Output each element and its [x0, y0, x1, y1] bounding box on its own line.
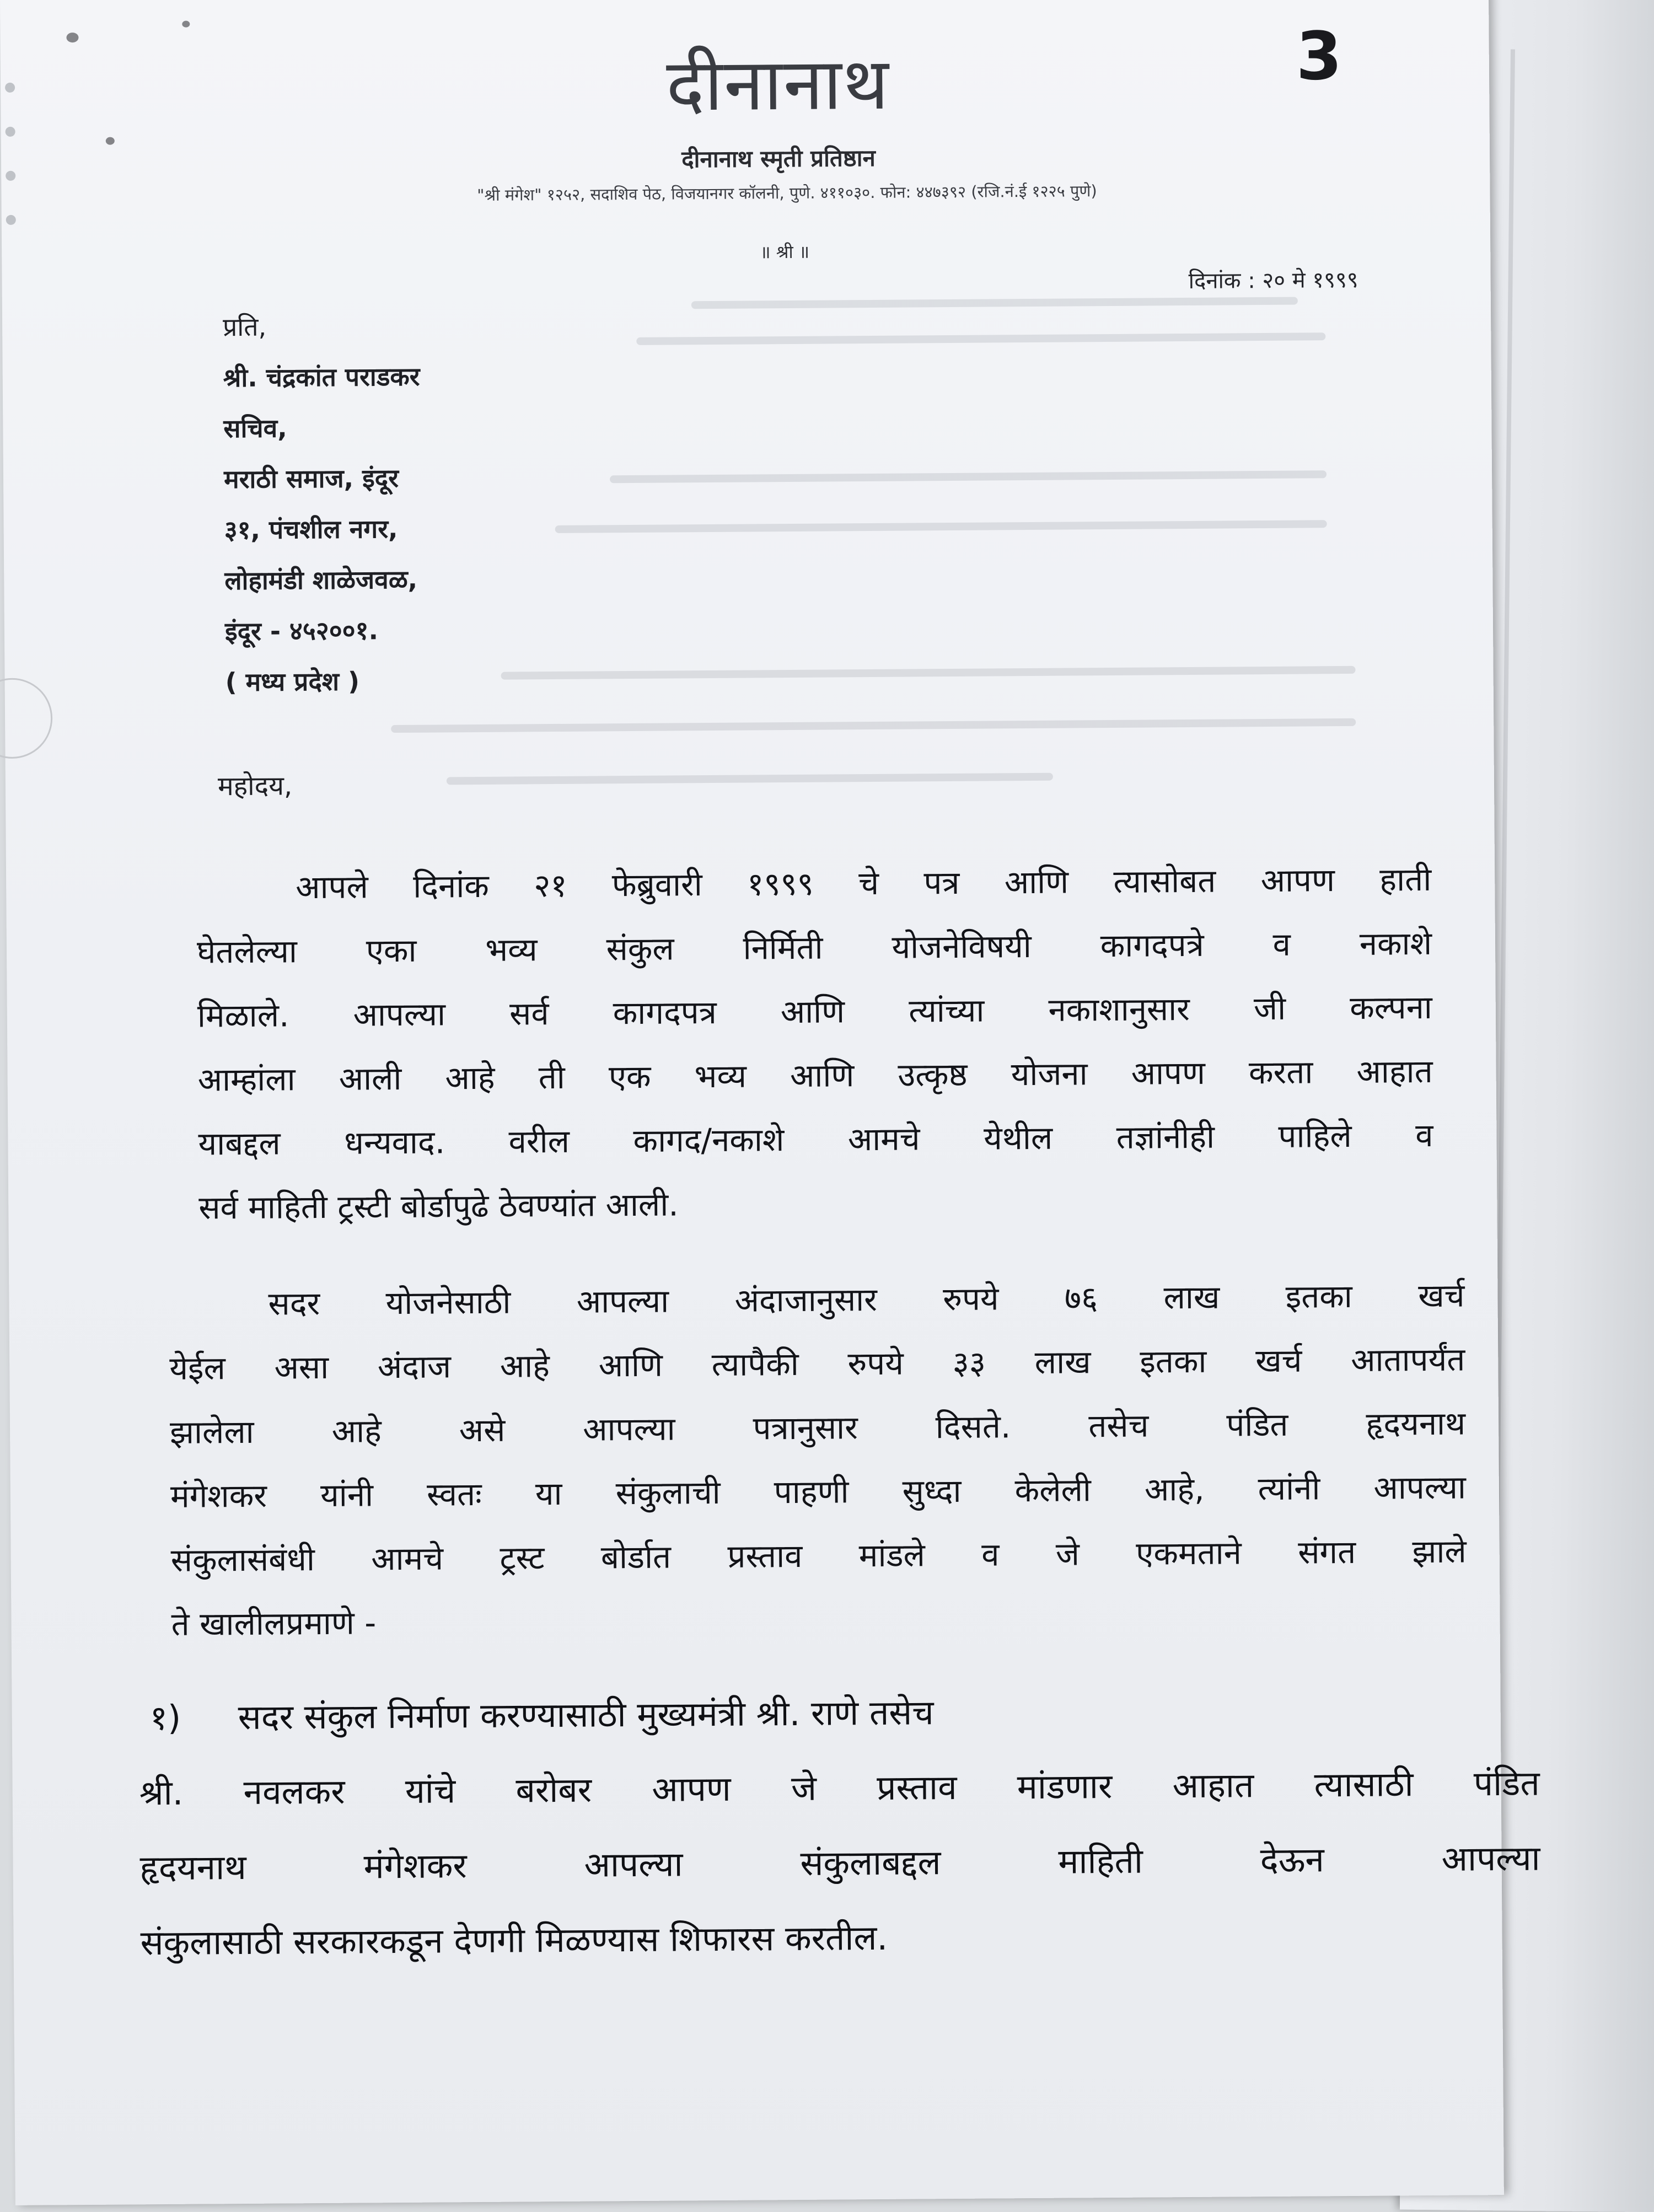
- item-line: संकुलासाठी सरकारकडून देणगी मिळण्यास शिफारस करतील.: [140, 1917, 888, 1963]
- recipient-line: मराठी समाज, इंदूर: [223, 463, 399, 495]
- paragraph-2: [169, 1264, 1467, 1656]
- item-line: [138, 1671, 1539, 1756]
- recipient-line: इंदूर - ४५२००१.: [224, 615, 379, 647]
- letterhead-logo: दीनानाथ: [665, 41, 890, 127]
- paragraph-line: सर्व माहिती ट्रस्टी बोर्डापुढे ठेवण्यांत आली.: [198, 1185, 679, 1227]
- recipient-line: लोहामंडी शाळेजवळ,: [224, 564, 418, 596]
- binder-hole: [0, 678, 53, 759]
- salutation: महोदय,: [217, 770, 293, 802]
- recipient-line: सचिव,: [223, 413, 287, 444]
- paragraph-line: येईल असा अंदाज आहे आणि त्यापैकी रुपये ३३ लाख इतका खर्च आतापर्यंत: [169, 1340, 1465, 1387]
- punch-hole: [6, 215, 16, 225]
- organization-name: दीनानाथ स्मृती प्रतिष्ठान: [681, 144, 876, 173]
- recipient-line: प्रति,: [222, 312, 267, 342]
- paragraph-line: सदर योजनेसाठी आपल्या अंदाजानुसार रुपये ७६ लाख इतका खर्च: [268, 1276, 1465, 1323]
- letterhead-address: "श्री मंगेश" १२५२, सदाशिव पेठ, विजयानगर कॉलनी, पुणे. ४११०३०. फोन: ४४७३९२ (रजि.नं.ई १२२५ पुणे): [477, 181, 1097, 205]
- recipient-line: श्री. चंद्रकांत पराडकर: [223, 361, 420, 393]
- recipient-line: ( मध्य प्रदेश ): [225, 666, 360, 697]
- paragraph-line: ते खालीलप्रमाणे -: [171, 1604, 377, 1643]
- paragraph-line: झालेला आहे असे आपल्या पत्रानुसार दिसते. तसेच पंडित हृदयनाथ: [169, 1404, 1466, 1451]
- reverse-bleed: [447, 773, 1053, 785]
- paragraph-line: मिळाले. आपल्या सर्व कागदपत्र आणि त्यांच्या नकाशानुसार जी कल्पना: [197, 988, 1433, 1035]
- letter-date: दिनांक : २० मे १९९९: [1188, 267, 1358, 294]
- paragraph-line: मंगेशकर यांनी स्वतः या संकुलाची पाहणी सुध्दा केलेली आहे, त्यांनी आपल्या: [170, 1468, 1467, 1515]
- page-number: 3: [1296, 18, 1342, 95]
- paragraph-line: संकुलासंबंधी आमचे ट्रस्ट बोर्डात प्रस्ताव मांडले व जे एकमताने संगत झाले: [170, 1532, 1467, 1579]
- shri-invocation: ॥ श्री ॥: [760, 241, 810, 263]
- paragraph-line: आपले दिनांक २१ फेब्रुवारी १९९९ चे पत्र आणि त्यासोबत आपण हाती: [296, 860, 1432, 906]
- recipient-line: ३१, पंचशील नगर,: [224, 513, 398, 545]
- reverse-bleed: [391, 718, 1356, 733]
- item-line: श्री. नवलकर यांचे बरोबर आपण जे प्रस्ताव मांडणार आहात त्यासाठी पंडित: [139, 1763, 1540, 1813]
- recipient-address: [223, 297, 942, 707]
- ink-smudge: [66, 33, 78, 42]
- paragraph-line: आम्हांला आली आहे ती एक भव्य आणि उत्कृष्ठ योजना आपण करता आहात: [197, 1052, 1433, 1099]
- paragraph-line: याबद्दल धन्यवाद. वरील कागद/नकाशे आमचे येथील तज्ञांनीही पाहिले व: [198, 1116, 1433, 1163]
- punch-hole: [6, 127, 15, 137]
- paragraph-1: [196, 847, 1434, 1240]
- punch-hole: [5, 83, 15, 93]
- ink-smudge: [182, 21, 190, 28]
- ink-smudge: [106, 137, 115, 145]
- item-line: हृदयनाथ मंगेशकर आपल्या संकुलाबद्दल माहिती देऊन आपल्या: [139, 1838, 1540, 1888]
- item-number: १): [149, 1697, 181, 1738]
- numbered-item-1: [138, 1671, 1541, 1981]
- punch-hole: [6, 171, 15, 181]
- paragraph-line: घेतलेल्या एका भव्य संकुल निर्मिती योजनेविषयी कागदपत्रे व नकाशे: [196, 924, 1432, 971]
- item-text: सदर संकुल निर्माण करण्यासाठी मुख्यमंत्री श्री. राणे तसेच: [238, 1692, 934, 1738]
